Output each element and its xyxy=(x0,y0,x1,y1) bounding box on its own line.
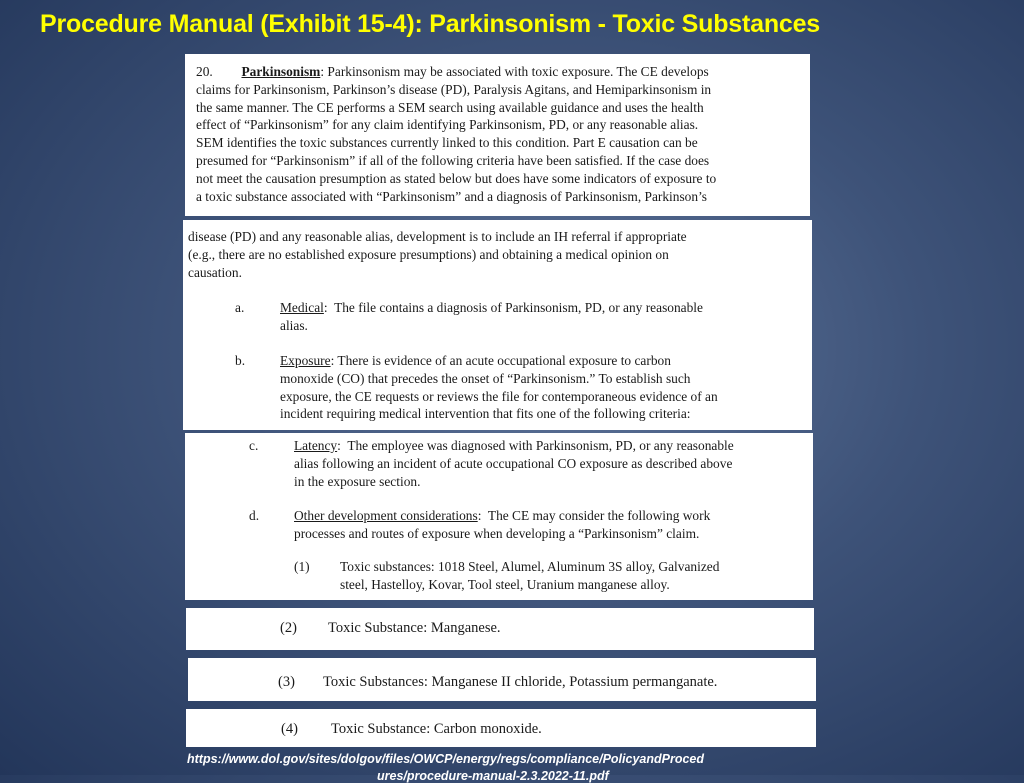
source-url[interactable] xyxy=(187,752,705,783)
source-url-line-2[interactable]: ures/procedure-manual-2.3.2022-11.pdf xyxy=(377,769,609,783)
document-excerpt-subitem-3 xyxy=(188,658,816,701)
paragraph-20-line: SEM identifies the toxic substances currently linked to this condition. Part E causation can be xyxy=(196,135,698,151)
criterion-heading: Medical xyxy=(280,300,324,315)
subitem-label: (4) xyxy=(281,721,298,737)
subitem-text: Toxic Substances: Manganese II chloride, Potassium permanganate. xyxy=(323,674,718,690)
document-excerpt-subitem-4 xyxy=(186,709,816,747)
criterion-heading: Latency xyxy=(294,438,338,453)
source-url-line-1[interactable]: https://www.dol.gov/sites/dolgov/files/OWCP/energy/regs/compliance/PolicyandProced xyxy=(187,752,705,766)
subitem-text: Toxic Substance: Manganese. xyxy=(328,620,501,636)
subitem-text: Toxic Substance: Carbon monoxide. xyxy=(331,721,542,737)
subitem-label: (1) xyxy=(294,559,310,574)
paragraph-20-line: presumed for “Parkinsonism” if all of the following criteria have been satisfied. If the case does xyxy=(196,152,710,168)
criterion-label: d. xyxy=(249,508,260,523)
continuation-line: disease (PD) and any reasonable alias, development is to include an IH referral if appropriate xyxy=(188,229,687,244)
subitem-label: (3) xyxy=(278,674,295,690)
document-excerpt-paragraph-20 xyxy=(185,54,810,216)
criterion-label: b. xyxy=(235,353,246,368)
subitem-label: (2) xyxy=(280,620,297,636)
paragraph-heading: Parkinsonism xyxy=(241,64,321,79)
continuation-line: causation. xyxy=(188,264,242,280)
document-excerpt-criteria-a-b: disease (PD) and any reasonable alias, development is to include an IH referral if appropriate (e.g., there are no established exposure presumptions) and obtaining a medical opinion on causation. a. Medical: The file contains a diagnosis of Parkinsonism, PD, or any reasonable alias. b. Exposure: There is evidence of an acute occupational exposure to carbon monoxide (CO) that precedes the onset of “Parkinsonism.” To establish such exposure, the CE requests or reviews the file for contemporaneous evidence of an incident requiring medical intervention that fits one of the following criteria: xyxy=(183,220,812,430)
paragraph-20-line: not meet the causation presumption as stated below but does have some indicators of exposure to xyxy=(196,170,717,186)
criterion-heading: Exposure xyxy=(280,353,331,368)
paragraph-20-line: a toxic substance associated with “Parkinsonism” and a diagnosis of Parkinsonism, Parkinson’s xyxy=(196,188,708,204)
criterion-label: a. xyxy=(235,300,245,315)
slide-title: Procedure Manual (Exhibit 15-4): Parkinsonism - Toxic Substances xyxy=(40,10,820,38)
paragraph-20-line-1: 20. Parkinsonism: Parkinsonism may be associated with toxic exposure. The CE develops xyxy=(196,64,709,79)
criterion-label: c. xyxy=(249,438,259,453)
document-excerpt-criteria-c-d: c. Latency: The employee was diagnosed with Parkinsonism, PD, or any reasonable alias following an incident of acute occupational CO exposure as described above in the exposure section. d. Other development considerations: The CE may consider the following work processes and routes of exposure when developing a “Parkinsonism” claim. (1) Toxic substances: 1018 Steel, Alumel, Aluminum 3S alloy, Galvanized steel, Hastelloy, Kovar, Tool steel, Uranium manganese alloy. xyxy=(185,433,813,600)
paragraph-20-line: the same manner. The CE performs a SEM search using available guidance and uses the health xyxy=(196,99,704,115)
paragraph-number: 20. xyxy=(196,64,213,79)
continuation-line: (e.g., there are no established exposure presumptions) and obtaining a medical opinion on xyxy=(188,246,669,262)
criterion-heading: Other development considerations xyxy=(294,508,478,523)
paragraph-20-line: claims for Parkinsonism, Parkinson’s disease (PD), Paralysis Agitans, and Hemiparkinsonism in xyxy=(196,81,712,97)
paragraph-20-line: effect of “Parkinsonism” for any claim identifying Parkinsonism, PD, or any reasonable alias. xyxy=(196,117,699,133)
document-excerpt-subitem-2 xyxy=(186,608,814,650)
